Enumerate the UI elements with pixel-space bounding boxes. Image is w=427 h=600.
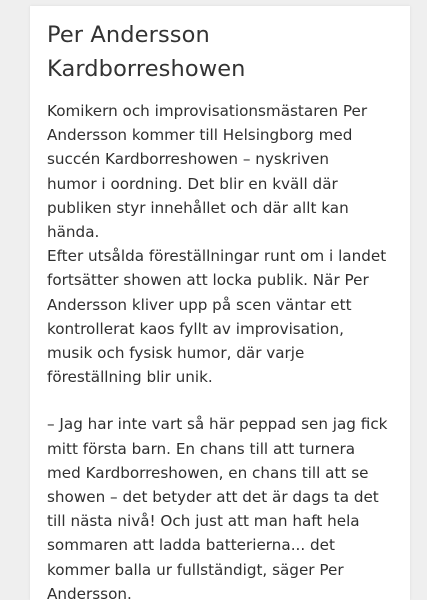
text-line: Andersson kommer till Helsingborg med <box>47 126 353 145</box>
text-line: med Kardborreshowen, en chans till att se <box>47 463 369 482</box>
text-line: Andersson kliver upp på scen väntar ett <box>47 295 352 314</box>
text-line: Efter utsålda föreställningar runt om i landet <box>47 247 387 266</box>
article-title <box>47 18 399 86</box>
text-line: kontrollerat kaos fyllt av improvisation, <box>47 319 344 338</box>
title-line: Kardborreshowen <box>47 56 246 82</box>
text-line: Andersson. <box>47 584 132 600</box>
title-line: Per Andersson <box>47 22 210 48</box>
article-card <box>30 6 410 600</box>
text-line: hända. <box>47 223 100 242</box>
text-line: showen – det betyder att det är dags ta det <box>47 488 379 507</box>
text-line: musik och fysisk humor, där varje <box>47 344 305 363</box>
text-line: publiken styr innehållet och där allt kan <box>47 198 349 217</box>
article-paragraph-2 <box>47 412 399 600</box>
article-content <box>47 18 399 600</box>
text-line: till nästa nivå! Och just att man haft hela <box>47 512 360 531</box>
paragraph-gap <box>47 389 399 412</box>
text-line: humor i oordning. Det blir en kväll där <box>47 174 338 193</box>
text-line: mitt första barn. En chans till att turnera <box>47 439 356 458</box>
text-line: fortsätter showen att locka publik. När Per <box>47 271 369 290</box>
text-line: sommaren att ladda batterierna... det <box>47 536 335 555</box>
text-line: succén Kardborreshowen – nyskriven <box>47 150 330 169</box>
text-line: kommer balla ur fullständigt, säger Per <box>47 560 344 579</box>
article-paragraph-1 <box>47 99 399 389</box>
text-line: Komikern och improvisationsmästaren Per <box>47 102 368 120</box>
text-line: – Jag har inte vart så här peppad sen jag fick <box>47 415 388 434</box>
text-line: föreställning blir unik. <box>47 368 213 387</box>
